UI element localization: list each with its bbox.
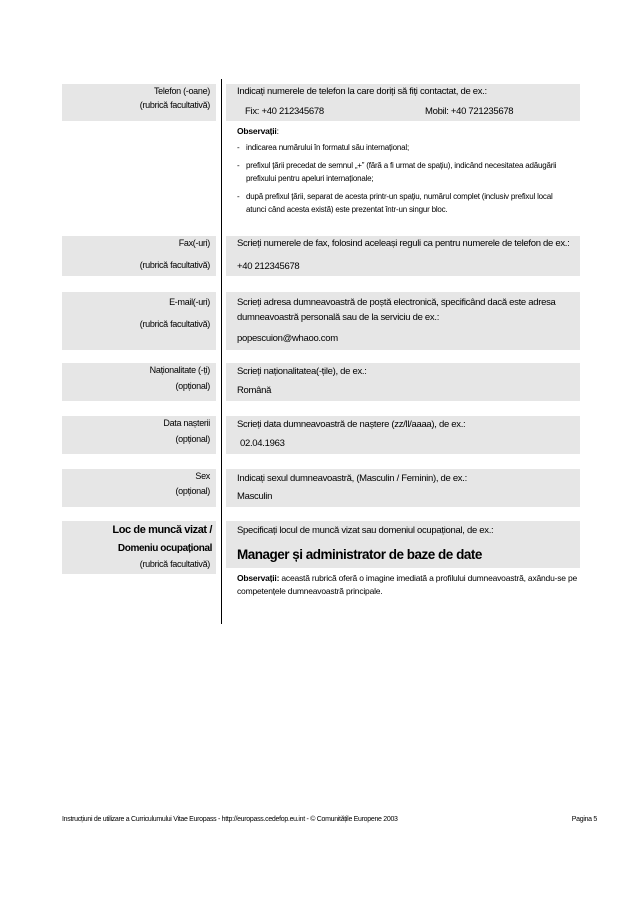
employment-observations-line: [237, 574, 577, 583]
bullet-dash: -: [237, 143, 240, 152]
employment-instruction: Specificați locul de muncă vizat sau domeniul ocupațional, de ex.:: [237, 525, 494, 536]
sex-example: Masculin: [237, 491, 273, 502]
nationality-instruction: Scrieți naționalitatea(-țile), de ex.:: [237, 366, 367, 377]
employment-observations-title: Observații:: [237, 573, 280, 583]
employment-observations-text: această rubrică oferă o imagine imediată a profilului dumneavoastră, axându-se pe: [279, 573, 578, 583]
footer-text: Instrucțiuni de utilizare a Curriculumului Vitae Europass - http://europass.cedefop.eu.int - © Comunitățile Europene 2003: [62, 816, 398, 823]
fax-example: +40 212345678: [237, 261, 300, 272]
fax-instruction: Scrieți numerele de fax, folosind aceleași reguli ca pentru numerele de telefon de ex.:: [237, 238, 570, 249]
nationality-example: Română: [237, 385, 272, 396]
bullet-dash: -: [237, 192, 240, 201]
employment-observations-line2: competențele dumneavoastră principale.: [237, 586, 383, 596]
birth-date-note: (opțional): [175, 434, 210, 444]
sex-note: (opțional): [175, 486, 210, 496]
employment-note: (rubrică facultativă): [139, 559, 210, 569]
sex-instruction: Indicați sexul dumneavoastră, (Masculin / Feminin), de ex.:: [237, 473, 467, 484]
bullet-text: după prefixul țării, separat de acesta printr-un spațiu, numărul complet (inclusiv prefixul local: [246, 192, 553, 201]
phone-example-mobile: Mobil: +40 721235678: [425, 106, 514, 117]
phone-label: Telefon (-oane): [153, 86, 210, 96]
birth-date-example: 02.04.1963: [240, 438, 285, 449]
birth-date-instruction: Scrieți data dumneavoastră de naștere (zz/ll/aaaa), de ex.:: [237, 419, 466, 430]
bullet-text-continued: prefixului pentru apeluri internaționale;: [246, 174, 374, 183]
bullet-text-continued: atunci când acesta există) este prezentat într-un singur bloc.: [246, 205, 448, 214]
nationality-note: (opțional): [175, 381, 210, 391]
phone-observations-heading: [237, 127, 279, 136]
phone-observations-title: Observații: [237, 126, 277, 136]
employment-label-line2: Domeniu ocupațional: [117, 543, 212, 554]
birth-date-label: Data nașterii: [163, 418, 210, 428]
email-instruction-line: Scrieți adresa dumneavoastră de poștă electronică, specificând dacă este adresa: [237, 297, 556, 308]
fax-note: (rubrică facultativă): [139, 260, 210, 270]
bullet-text: prefixul țării precedat de semnul „+” (fără a fi urmat de spațiu), indicând necesitatea adăugării: [246, 161, 557, 170]
page-number: Pagina 5: [571, 816, 597, 823]
phone-instruction: Indicați numerele de telefon la care doriți să fiți contactat, de ex.:: [237, 86, 487, 97]
phone-example-fix: Fix: +40 212345678: [245, 106, 324, 117]
email-example: popescuion@whaoo.com: [237, 333, 338, 344]
employment-example: Manager și administrator de baze de date: [237, 547, 482, 562]
nationality-label: Naționalitate (-ți): [149, 365, 210, 375]
email-label: E-mail(-uri): [169, 297, 210, 307]
phone-note: (rubrică facultativă): [139, 100, 210, 110]
sex-label: Sex: [195, 471, 210, 481]
bullet-dash: -: [237, 161, 240, 170]
phone-observations-colon: :: [276, 126, 279, 136]
email-note: (rubrică facultativă): [139, 319, 210, 329]
bullet-text: indicarea numărului în formatul său internațional;: [246, 143, 409, 152]
email-instruction-line: dumneavoastră personală sau de la serviciu de ex.:: [237, 312, 440, 323]
column-divider: [221, 79, 222, 624]
employment-label-line1: Loc de muncă vizat /: [112, 524, 212, 536]
fax-label: Fax(-uri): [178, 238, 210, 248]
